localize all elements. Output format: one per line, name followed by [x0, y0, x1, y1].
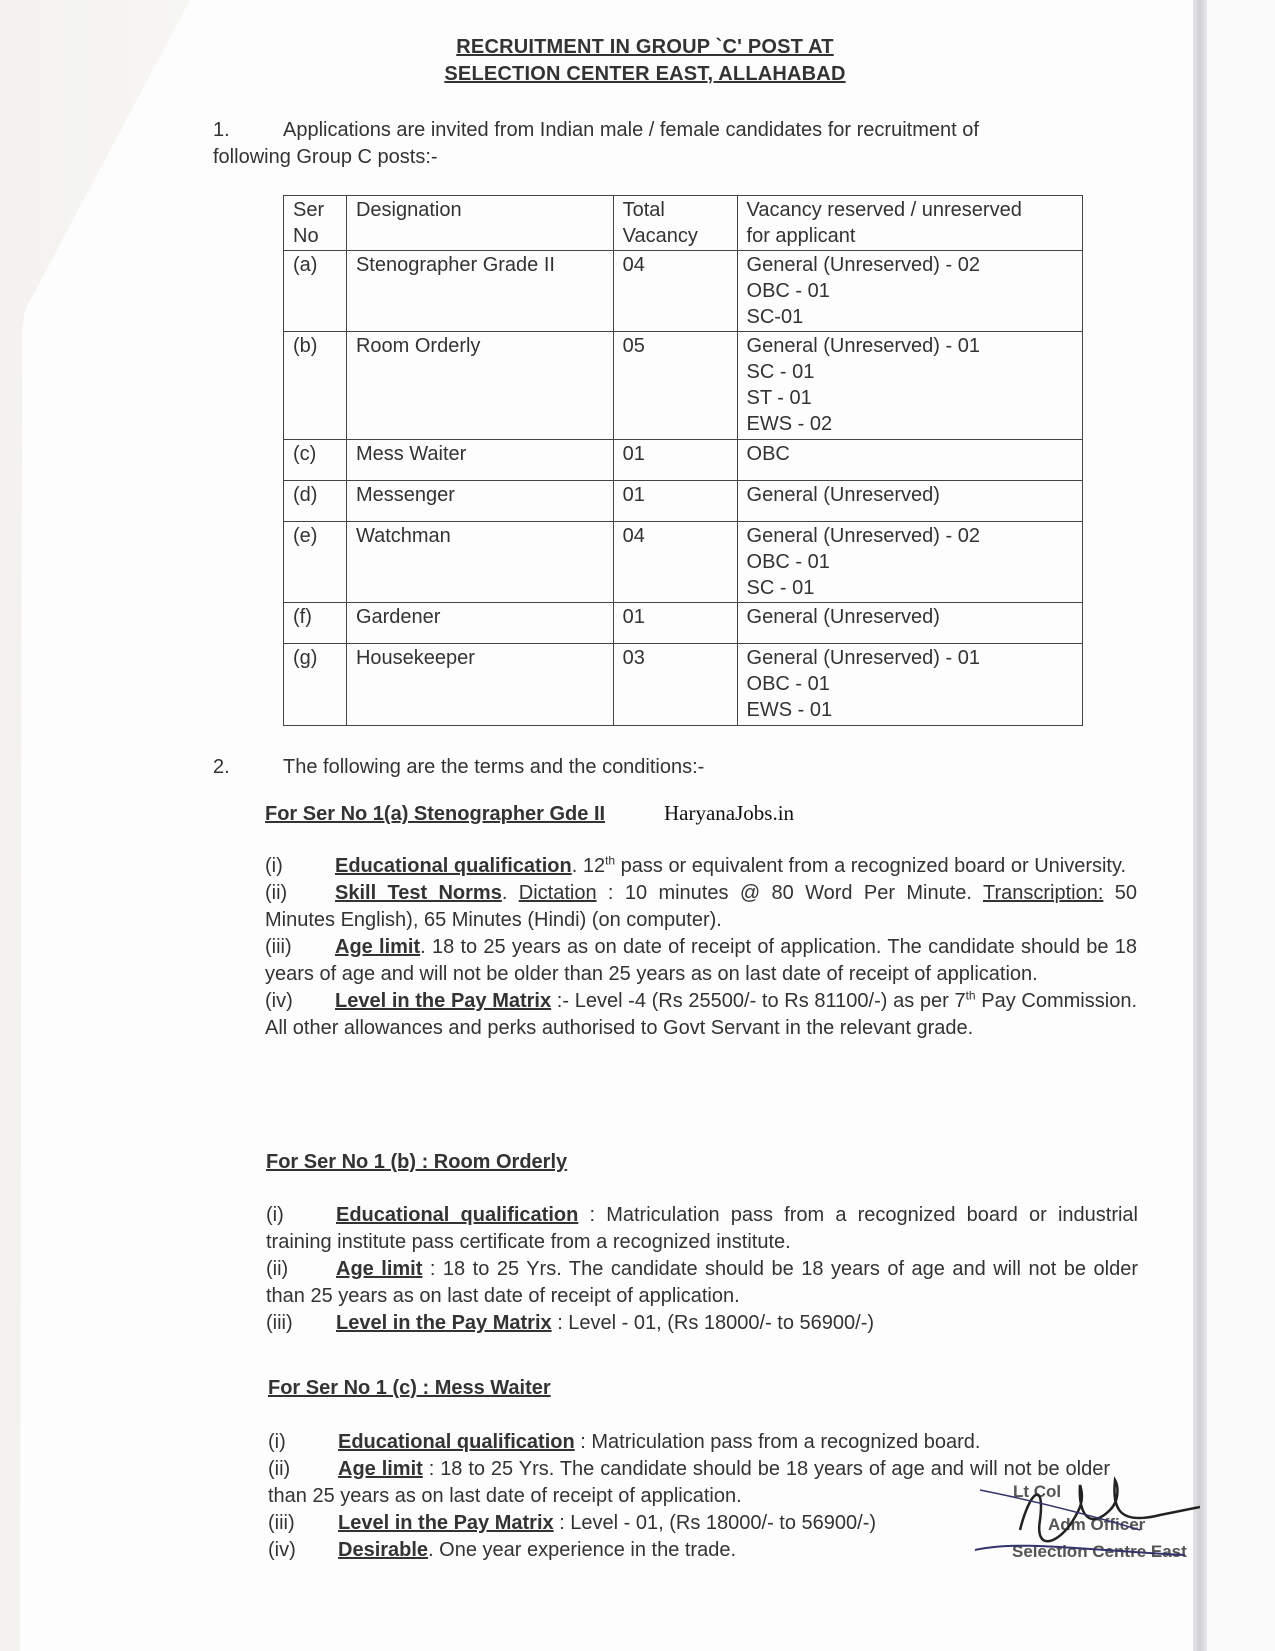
- section-b-heading: For Ser No 1 (b) : Room Orderly: [266, 1151, 568, 1173]
- item-text: : Matriculation pass from a recognized board or industrial training institute pass certificate from a recognized institute.: [266, 1204, 1138, 1253]
- item-label: Educational qualification: [335, 855, 572, 877]
- item-num: (ii): [268, 1458, 291, 1480]
- item-num: (i): [265, 855, 283, 877]
- table-header-cell: [284, 196, 347, 251]
- table-header-row: [284, 196, 1083, 251]
- cell-reserved: [737, 522, 1082, 603]
- para-2: [213, 754, 704, 781]
- item-num: (i): [266, 1204, 284, 1226]
- reserved-line: General (Unreserved) - 01: [746, 335, 980, 357]
- table-row: [284, 332, 1083, 440]
- table-row: [284, 644, 1083, 726]
- cell-designation: Messenger: [346, 481, 613, 522]
- cell-designation: Room Orderly: [346, 332, 613, 440]
- cell-designation: Gardener: [346, 603, 613, 644]
- item-label: Desirable: [338, 1539, 429, 1561]
- reserved-line: ST - 01: [746, 387, 812, 409]
- item-num: (iii): [268, 1512, 295, 1534]
- header-line: Designation: [355, 199, 462, 221]
- para-2-text: The following are the terms and the conditions:-: [283, 756, 705, 778]
- reserved-line: SC-01: [746, 306, 804, 328]
- item-text: : Matriculation pass from a recognized board.: [574, 1431, 981, 1453]
- item-label: Educational qualification: [338, 1431, 575, 1453]
- item-label: Age limit: [338, 1458, 423, 1480]
- item-label: Educational qualification: [336, 1204, 579, 1226]
- cell-vacancy: 01: [613, 440, 737, 481]
- table-header-cell: [613, 196, 737, 251]
- item-text: : Level - 01, (Rs 18000/- to 56900/-): [551, 1312, 875, 1334]
- cell-ser: (e): [284, 522, 347, 603]
- item-text: Pay Commission. All other allowances and perks authorised to Govt Servant in the relevant grade.: [265, 990, 1138, 1039]
- item-label: Level in the Pay Matrix: [335, 990, 552, 1012]
- reserved-line: General (Unreserved): [746, 606, 940, 628]
- item-text: : 10 minutes @ 80 Word Per Minute.: [596, 882, 983, 904]
- cell-vacancy: 04: [613, 251, 737, 332]
- vacancy-table: [283, 195, 1083, 726]
- item-c-i: [268, 1429, 1110, 1456]
- para-2-num: 2.: [213, 756, 230, 778]
- item-text: . One year experience in the trade.: [428, 1539, 737, 1561]
- stamp-rank: Lt Col: [1013, 1482, 1062, 1501]
- header-line: No: [293, 225, 319, 247]
- cell-designation: Mess Waiter: [346, 440, 613, 481]
- item-a-ii: [265, 880, 1137, 934]
- item-text: .: [501, 882, 519, 904]
- table-header-cell: [346, 196, 613, 251]
- page-edge: [1193, 0, 1207, 1651]
- item-text: : Level - 01, (Rs 18000/- to 56900/-): [553, 1512, 877, 1534]
- cell-ser: (d): [284, 481, 347, 522]
- item-text: : 18 to 25 Yrs. The candidate should be 18 years of age and will not be older than 25 years as on last date of receipt of application.: [266, 1258, 1138, 1307]
- reserved-line: OBC - 01: [746, 280, 830, 302]
- cell-vacancy: 01: [613, 603, 737, 644]
- item-b-ii: [266, 1256, 1138, 1310]
- header-line: for applicant: [746, 225, 856, 247]
- item-text: 50 Minutes English), 65 Minutes (Hindi) (on computer).: [265, 882, 1137, 931]
- cell-ser: (b): [284, 332, 347, 440]
- table-row: [284, 603, 1083, 644]
- cell-ser: (g): [284, 644, 347, 726]
- reserved-line: General (Unreserved) - 02: [746, 254, 980, 276]
- section-a-heading: For Ser No 1(a) Stenographer Gde II: [265, 803, 606, 825]
- reserved-line: SC - 01: [746, 361, 815, 383]
- para-1-line1: Applications are invited from Indian male / female candidates for recruitment of: [283, 119, 979, 141]
- header-line: Ser: [293, 199, 325, 221]
- section-b-body: [266, 1202, 1138, 1337]
- signature: [960, 1470, 1200, 1580]
- title-line-1: RECRUITMENT IN GROUP `C' POST AT: [456, 36, 834, 58]
- superscript: th: [965, 988, 976, 1003]
- cell-vacancy: 01: [613, 481, 737, 522]
- table-row: [284, 522, 1083, 603]
- cell-vacancy: 05: [613, 332, 737, 440]
- item-sublabel: Dictation: [518, 882, 597, 904]
- cell-ser: (f): [284, 603, 347, 644]
- reserved-line: OBC - 01: [746, 673, 830, 695]
- item-num: (ii): [265, 882, 288, 904]
- item-text: . 12: [571, 855, 606, 877]
- cell-designation: Stenographer Grade II: [346, 251, 613, 332]
- item-label: Level in the Pay Matrix: [336, 1312, 552, 1334]
- cell-reserved: [737, 251, 1082, 332]
- page-fold: [0, 0, 200, 1651]
- title-line-2: SELECTION CENTER EAST, ALLAHABAD: [444, 63, 846, 85]
- item-num: (ii): [266, 1258, 289, 1280]
- para-1: [213, 117, 1103, 171]
- cell-reserved: [737, 603, 1082, 644]
- cell-reserved: [737, 481, 1082, 522]
- item-sublabel: Transcription:: [982, 882, 1104, 904]
- item-b-iii: [266, 1310, 1138, 1337]
- table-header-cell: [737, 196, 1082, 251]
- para-1-line2: following Group C posts:-: [213, 146, 438, 168]
- reserved-line: General (Unreserved) - 02: [746, 525, 980, 547]
- item-text: . 18 to 25 years as on date of receipt of application. The candidate should be 18 years of age and will not be older than 25 years as on last date of receipt of application.: [265, 936, 1137, 985]
- item-text: pass or equivalent from a recognized board or University.: [615, 855, 1127, 877]
- para-1-num: 1.: [213, 119, 230, 141]
- table-row: [284, 440, 1083, 481]
- reserved-line: General (Unreserved): [746, 484, 940, 506]
- reserved-line: EWS - 01: [746, 699, 833, 721]
- reserved-line: OBC - 01: [746, 551, 830, 573]
- stamp-post: Adm Officer: [1048, 1515, 1146, 1534]
- item-label: Age limit: [335, 936, 421, 958]
- item-text: : 18 to 25 Yrs. The candidate should be 18 years of age and will not be older than 25 years as on last date of receipt of application.: [268, 1458, 1110, 1507]
- item-num: (iv): [268, 1539, 296, 1561]
- cell-designation: Housekeeper: [346, 644, 613, 726]
- header-line: Vacancy: [622, 225, 698, 247]
- watermark: HaryanaJobs.in: [664, 801, 795, 825]
- item-label: Level in the Pay Matrix: [338, 1512, 554, 1534]
- header-line: Total: [622, 199, 665, 221]
- cell-ser: (a): [284, 251, 347, 332]
- item-label: Age limit: [336, 1258, 423, 1280]
- section-c-heading: For Ser No 1 (c) : Mess Waiter: [268, 1377, 551, 1399]
- cell-reserved: [737, 644, 1082, 726]
- table-row: [284, 251, 1083, 332]
- reserved-line: EWS - 02: [746, 413, 833, 435]
- item-b-i: [266, 1202, 1138, 1256]
- item-num: (iv): [265, 990, 293, 1012]
- cell-reserved: [737, 332, 1082, 440]
- stamp-unit: Selection Centre East: [1012, 1542, 1187, 1561]
- cell-vacancy: 04: [613, 522, 737, 603]
- item-a-iii: [265, 934, 1137, 988]
- cell-ser: (c): [284, 440, 347, 481]
- item-num: (i): [268, 1431, 286, 1453]
- cell-reserved: [737, 440, 1082, 481]
- reserved-line: SC - 01: [746, 577, 815, 599]
- item-num: (iii): [266, 1312, 293, 1334]
- section-a-body: [265, 853, 1137, 1042]
- header-line: Vacancy reserved / unreserved: [746, 199, 1022, 221]
- cell-designation: Watchman: [346, 522, 613, 603]
- item-a-iv: [265, 988, 1137, 1042]
- item-label: Skill Test Norms: [335, 882, 502, 904]
- table-row: [284, 481, 1083, 522]
- reserved-line: General (Unreserved) - 01: [746, 647, 980, 669]
- item-text: :- Level -4 (Rs 25500/- to Rs 81100/-) as per 7: [551, 990, 966, 1012]
- item-a-i: [265, 853, 1137, 880]
- scan-background: [1207, 0, 1275, 1651]
- cell-vacancy: 03: [613, 644, 737, 726]
- item-num: (iii): [265, 936, 292, 958]
- reserved-line: OBC: [746, 443, 790, 465]
- superscript: th: [605, 853, 616, 868]
